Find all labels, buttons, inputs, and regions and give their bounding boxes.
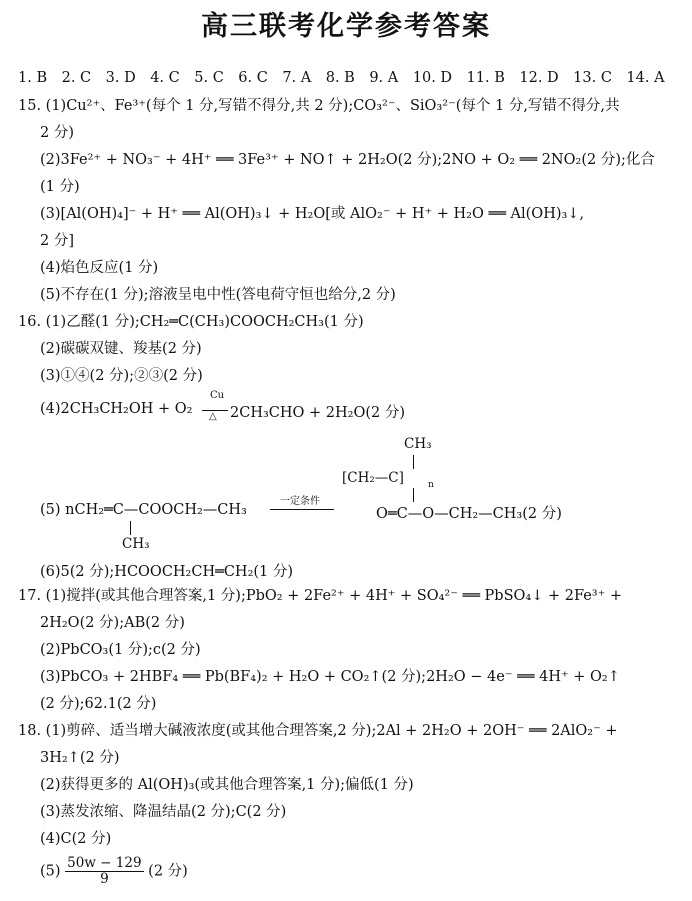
q15-line-1: 15. (1)Cu²⁺、Fe³⁺(每个 1 分,写错不得分,共 2 分);CO₃²⁻、SiO₃²⁻(每个 1 分,写错不得分,共 — [18, 98, 620, 114]
q18-line-6 — [40, 856, 188, 887]
q18-line-5: (4)C(2 分) — [40, 831, 112, 847]
monomer-methyl-bond — [130, 521, 131, 535]
polymer-ester-group: O═C—O—CH₂—CH₃(2 分) — [376, 506, 562, 522]
reaction-condition: 一定条件 — [280, 496, 320, 507]
q15-line-7: (4)焰色反应(1 分) — [40, 260, 159, 276]
reaction-arrow — [270, 509, 334, 510]
q15-line-6: 2 分] — [40, 233, 74, 249]
q16-line-2: (2)碳碳双键、羧基(2 分) — [40, 341, 202, 357]
q16-line-4-left: (4)2CH₃CH₂OH + O₂ — [40, 401, 193, 417]
monomer-formula: (5) nCH₂═C—COOCH₂—CH₃ — [40, 502, 247, 518]
q18-fraction-denominator: 9 — [100, 871, 109, 887]
q16-line-1: 16. (1)乙醛(1 分);CH₂═C(CH₃)COOCH₂CH₃(1 分) — [18, 314, 364, 330]
q15-line-8: (5)不存在(1 分);溶液呈电中性(答电荷守恒也给分,2 分) — [40, 287, 396, 303]
q16-line-3: (3)①④(2 分);②③(2 分) — [40, 368, 203, 384]
q16-line-4-heat: △ — [209, 411, 217, 422]
q18-line-2: 3H₂↑(2 分) — [40, 750, 120, 766]
polymer-top-methyl: CH₃ — [404, 436, 432, 452]
q17-line-3: (2)PbCO₃(1 分);c(2 分) — [40, 642, 201, 658]
q18-line-6-suffix: (2 分) — [148, 863, 188, 880]
q18-fraction — [65, 856, 143, 887]
q16-line-4-catalyst: Cu — [210, 390, 225, 401]
q18-line-3: (2)获得更多的 Al(OH)₃(或其他合理答案,1 分);偏低(1 分) — [40, 777, 414, 793]
polymer-chain: [CH₂—C] — [342, 470, 404, 486]
q16-line-6: (6)5(2 分);HCOOCH₂CH═CH₂(1 分) — [40, 564, 294, 580]
q18-fraction-numerator: 50w − 129 — [67, 855, 142, 871]
q18-line-6-prefix: (5) — [40, 863, 61, 880]
q17-line-4: (3)PbCO₃ + 2HBF₄ ══ Pb(BF₄)₂ + H₂O + CO₂↑(2 分);2H₂O − 4e⁻ ══ 4H⁺ + O₂↑ — [40, 669, 620, 685]
q17-line-2: 2H₂O(2 分);AB(2 分) — [40, 615, 185, 631]
monomer-bottom-methyl: CH₃ — [122, 536, 150, 552]
polymer-top-bond — [413, 455, 414, 469]
q16-line-4-right: 2CH₃CHO + 2H₂O(2 分) — [230, 405, 405, 421]
q15-line-4: (1 分) — [40, 179, 80, 195]
q15-line-5: (3)[Al(OH)₄]⁻ + H⁺ ══ Al(OH)₃↓ + H₂O[或 AlO₂⁻ + H⁺ + H₂O ══ Al(OH)₃↓, — [40, 206, 585, 222]
q17-line-5: (2 分);62.1(2 分) — [40, 696, 157, 712]
polymer-degree: n — [428, 480, 434, 490]
q18-line-4: (3)蒸发浓缩、降温结晶(2 分);C(2 分) — [40, 804, 287, 820]
q15-line-2: 2 分) — [40, 125, 74, 141]
q17-line-1: 17. (1)搅拌(或其他合理答案,1 分);PbO₂ + 2Fe²⁺ + 4H⁺ + SO₄²⁻ ══ PbSO₄↓ + 2Fe³⁺ + — [18, 588, 623, 604]
polymer-side-bond — [413, 488, 414, 502]
page-title: 高三联考化学参考答案 — [201, 11, 491, 42]
q18-line-1: 18. (1)剪碎、适当增大碱液浓度(或其他合理答案,2 分);2Al + 2H₂O + 2OH⁻ ══ 2AlO₂⁻ + — [18, 723, 618, 739]
multiple-choice-answers: 1. B 2. C 3. D 4. C 5. C 6. C 7. A 8. B 9. A 10. D 11. B 12. D 13. C 14. A — [18, 70, 665, 86]
q15-line-3: (2)3Fe²⁺ + NO₃⁻ + 4H⁺ ══ 3Fe³⁺ + NO↑ + 2H₂O(2 分);2NO + O₂ ══ 2NO₂(2 分);化合 — [40, 152, 655, 168]
